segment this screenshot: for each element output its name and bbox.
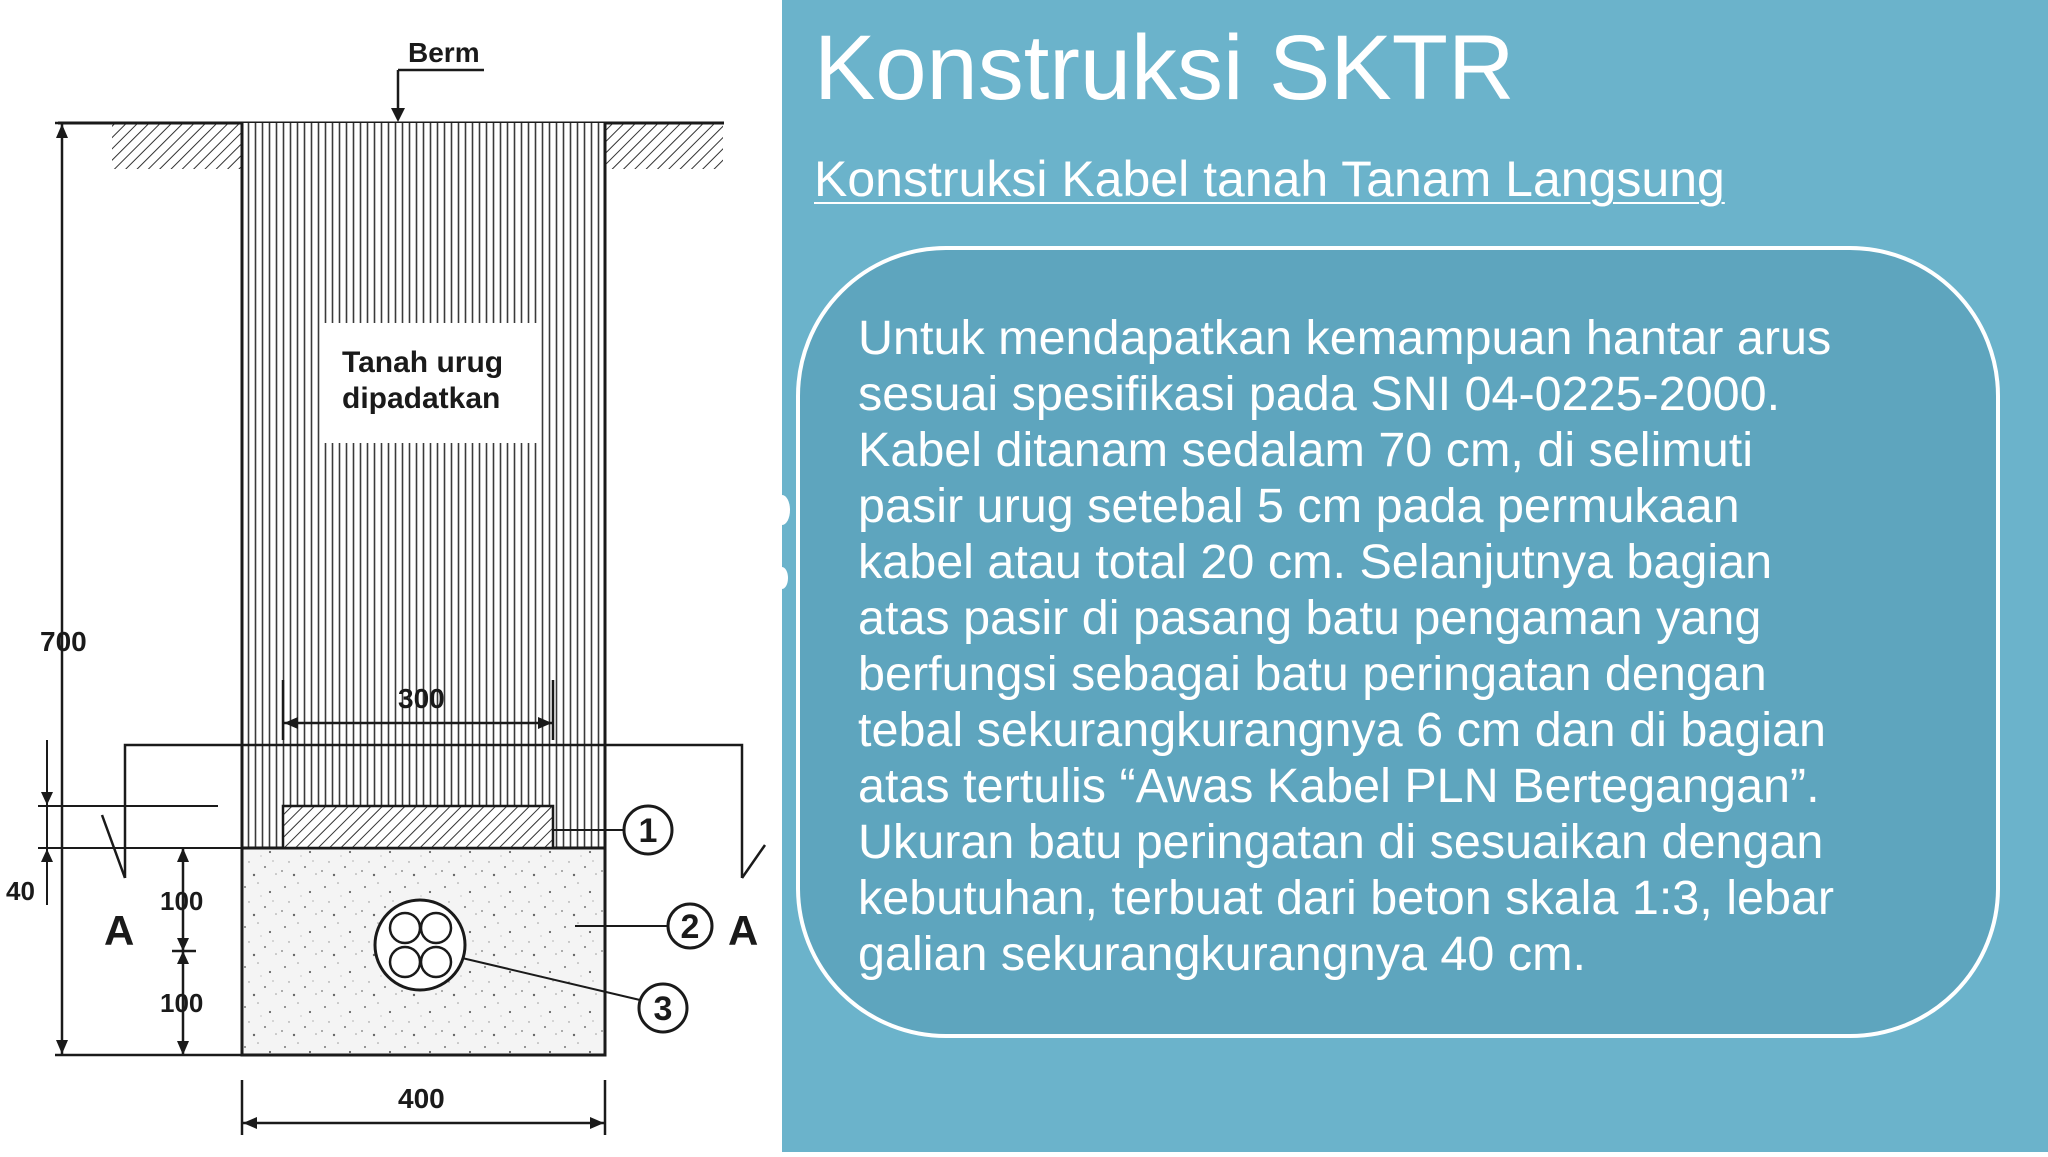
trench-width-arrow-left [243,1117,257,1129]
sand-arrow-mid-down [177,951,189,964]
depth-arrow-bottom [56,1040,68,1054]
sand-lower-label: 100 [160,988,204,1018]
description-line: kabel atau total 20 cm. Selanjutnya bagian [858,535,1773,589]
section-label-left: A [104,907,135,954]
sand-arrow-bottom [177,1041,189,1055]
sand-upper-label: 100 [160,886,204,916]
cable-trench-diagram [0,0,782,1152]
trench-width-label: 400 [398,1083,445,1114]
callout-3-number: 3 [653,990,673,1028]
cable-core [421,913,451,943]
description-line: Untuk mendapatkan kemampuan hantar arus [858,311,1832,365]
description-line: Ukuran batu peringatan di sesuaikan dengan [858,815,1824,869]
warning-slab [283,806,553,848]
description-line: sesuai spesifikasi pada SNI 04-0225-2000. [858,367,1781,421]
sand-arrow-top [177,848,189,862]
slab-width-label: 300 [398,683,445,714]
description-line: galian sekurangkurangnya 40 cm. [858,927,1586,981]
section-label-right: A [728,907,759,954]
berm-label: Berm [408,37,480,68]
trench-width-arrow-right [590,1117,604,1129]
edge-mark [774,495,790,525]
cable-core [390,947,420,977]
berm-arrowhead [391,108,405,122]
edge-mark [776,567,788,589]
offset-arrow-bottom [41,849,53,862]
callout-1-number: 1 [638,812,658,850]
description-text [858,310,1998,982]
depth-label: 700 [40,626,87,657]
offset-label: 40 [6,876,35,906]
callout-2-number: 2 [680,908,700,946]
diagram-panel [0,0,782,1152]
offset-arrow-top [41,792,53,805]
section-arrow-left [102,815,125,878]
ground-hatch-left [112,123,242,169]
slide-subtitle: Konstruksi Kabel tanah Tanam Langsung [814,151,1725,207]
text-panel [782,0,2048,1152]
depth-arrow-top [56,124,68,138]
cable-core [390,913,420,943]
description-line: atas tertulis “Awas Kabel PLN Bertegangan”. [858,759,1820,813]
cable-core [421,947,451,977]
description-line: tebal sekurangkurangnya 6 cm dan di bagian [858,703,1826,757]
slide-title: Konstruksi SKTR [814,17,1515,119]
cable-sheath [375,900,465,990]
sand-arrow-mid-up [177,938,189,951]
backfill-soil [242,123,605,848]
description-line: berfungsi sebagai batu peringatan dengan [858,647,1767,701]
backfill-label-line1: Tanah urug [342,346,504,379]
description-line: pasir urug setebal 5 cm pada permukaan [858,479,1740,533]
section-arrow-right [742,845,765,878]
description-line: atas pasir di pasang batu pengaman yang [858,591,1762,645]
ground-hatch-right [605,123,723,169]
backfill-label-line2: dipadatkan [342,382,501,415]
description-box [796,246,2000,1038]
description-line: Kabel ditanam sedalam 70 cm, di selimuti [858,423,1753,477]
description-line: kebutuhan, terbuat dari beton skala 1:3, lebar [858,871,1835,925]
